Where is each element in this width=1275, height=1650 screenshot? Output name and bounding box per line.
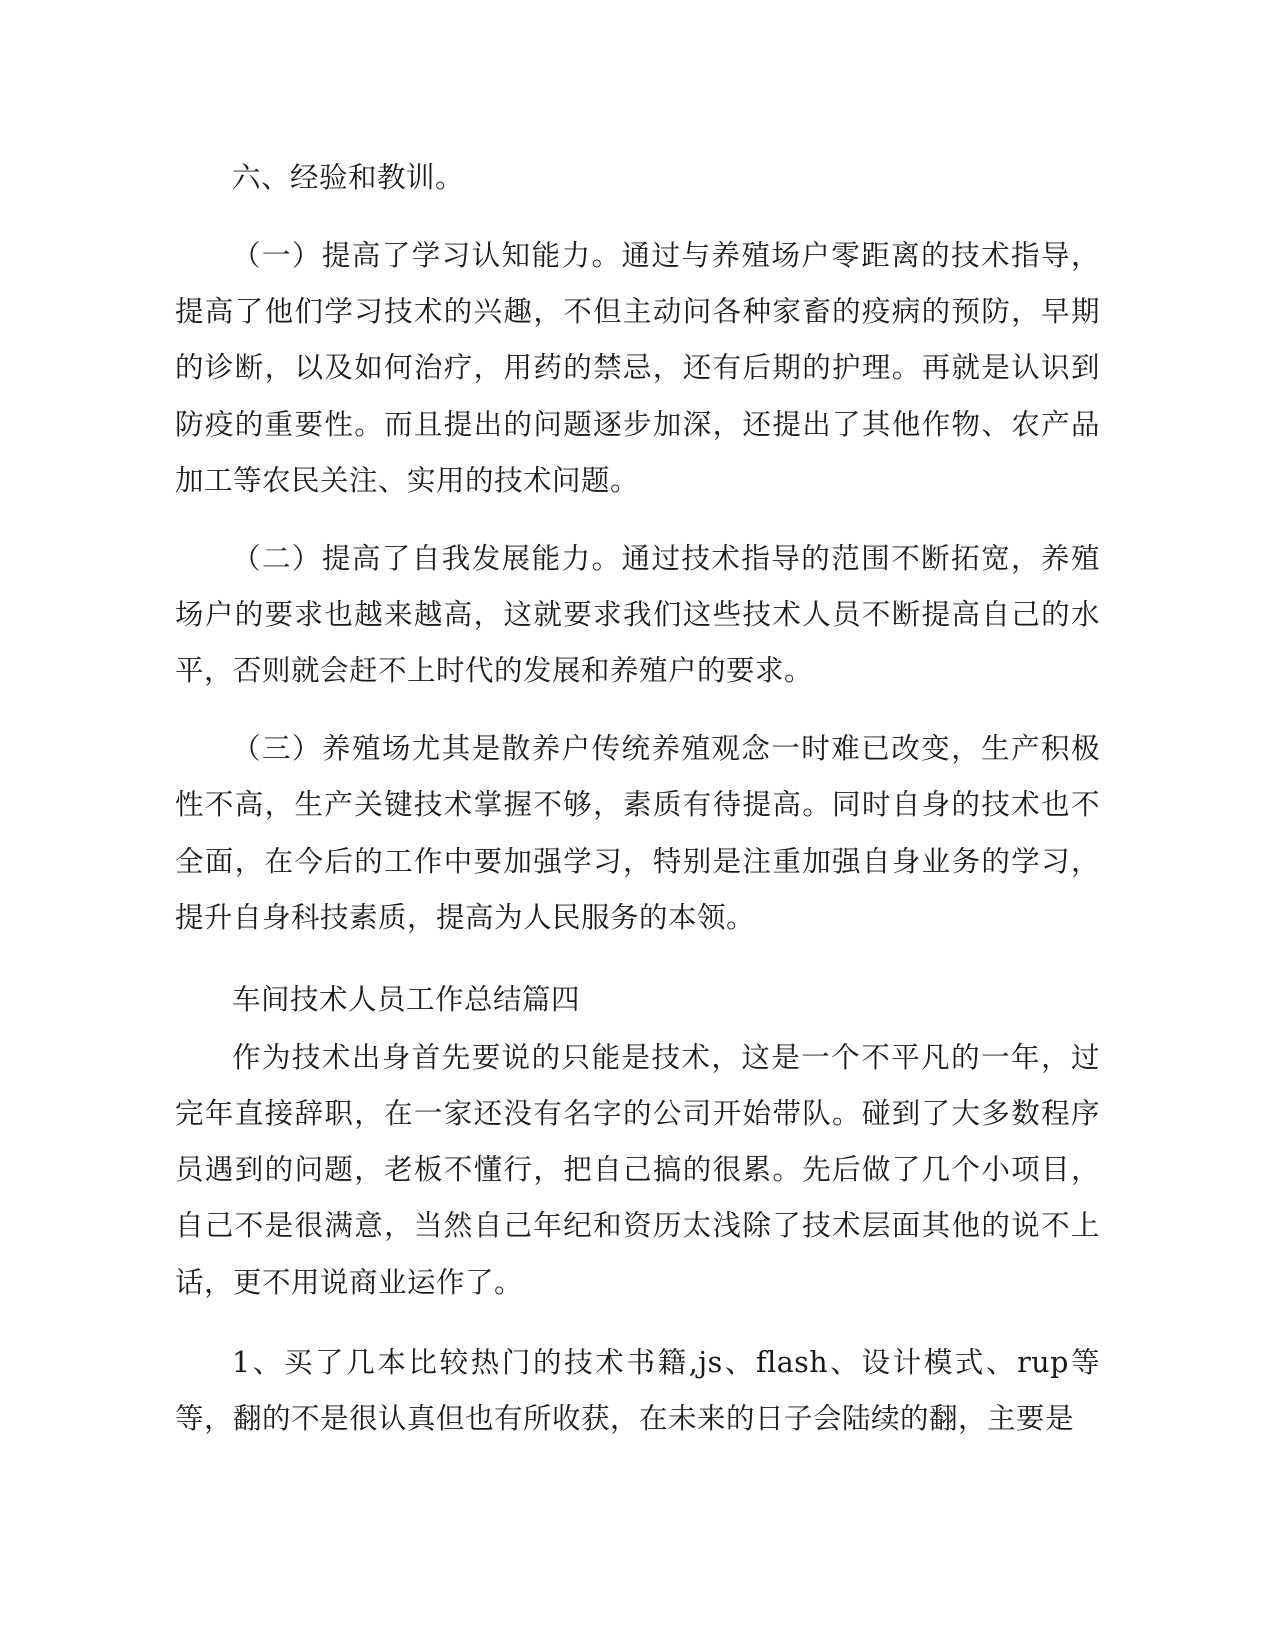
document-body xyxy=(175,150,1100,1447)
section-heading-experience: 六、经验和教训。 xyxy=(232,161,465,194)
paragraph-item-two: （二）提高了自我发展能力。通过技术指导的范围不断拓宽，养殖场户的要求也越来越高，这就要求我们这些技术人员不断提高自己的水平，否则就会赶不上时代的发展和养殖户的要求。 xyxy=(175,541,1100,688)
paragraph-item-three: （三）养殖场尤其是散养户传统养殖观念一时难已改变，生产积极性不高，生产关键技术掌握不够，素质有待提高。同时自身的技术也不全面，在今后的工作中要加强学习，特别是注重加强自身业务的学习，提升自身科技素质，提高为人民服务的本领。 xyxy=(175,732,1100,934)
paragraph-body-one: 作为技术出身首先要说的只能是技术，这是一个不平凡的一年，过完年直接辞职，在一家还没有名字的公司开始带队。碰到了大多数程序员遇到的问题，老板不懂行，把自己搞的很累。先后做了几个小项目，自己不是很满意，当然自己年纪和资历太浅除了技术层面其他的说不上话，更不用说商业运作了。 xyxy=(175,1040,1100,1299)
paragraph-list-item-1: 1、买了几本比较热门的技术书籍,js、flash、设计模式、rup等等，翻的不是很认真但也有所收获，在未来的日子会陆续的翻，主要是 xyxy=(175,1345,1100,1435)
paragraph-item-one: （一）提高了学习认知能力。通过与养殖场户零距离的技术指导，提高了他们学习技术的兴趣，不但主动问各种家畜的疫病的预防，早期的诊断，以及如何治疗，用药的禁忌，还有后期的护理。再就是认识到防疫的重要性。而且提出的问题逐步加深，还提出了其他作物、农产品加工等农民关注、实用的技术问题。 xyxy=(175,239,1100,497)
article-subtitle: 车间技术人员工作总结篇四 xyxy=(232,982,581,1016)
